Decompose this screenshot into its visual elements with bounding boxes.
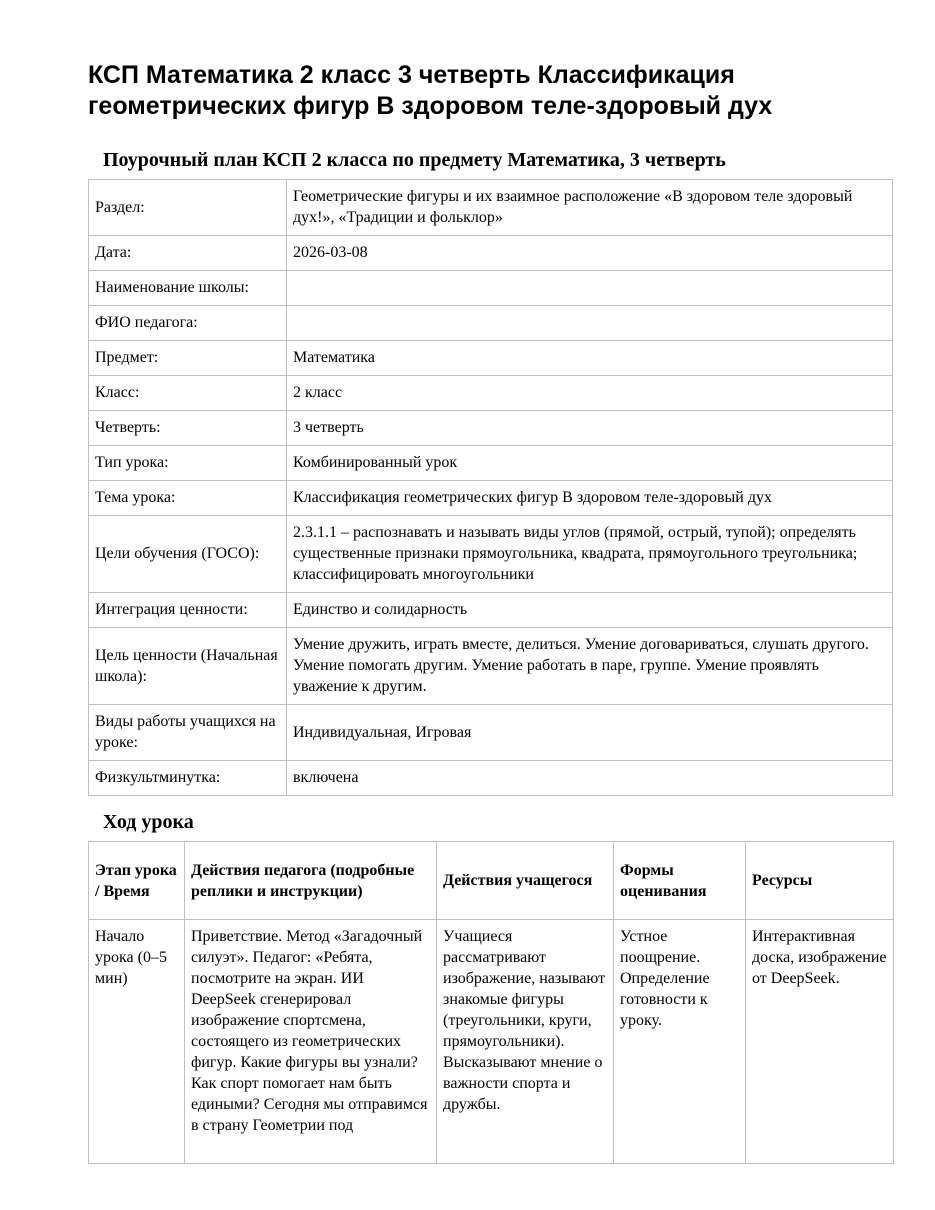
row-label: Цель ценности (Начальная школа): [89,628,287,705]
column-header-stage: Этап урока / Время [89,842,185,920]
row-label: Интеграция ценности: [89,593,287,628]
row-value: включена [287,761,893,796]
row-value: Умение дружить, играть вместе, делиться. Умение договариваться, слушать другого. Умение помогать другим. Умение работать в паре, группе. Умение проявлять уважение к другим. [287,628,893,705]
table-header-row [89,842,894,920]
row-label: Цели обучения (ГОСО): [89,516,287,593]
table-row [89,411,893,446]
column-header-student-actions: Действия учащегося [437,842,614,920]
plan-heading: Поурочный план КСП 2 класса по предмету Математика, 3 четверть [103,149,726,171]
row-value: 3 четверть [287,411,893,446]
row-value [287,306,893,341]
row-label: Наименование школы: [89,271,287,306]
table-row [89,236,893,271]
table-row [89,628,893,705]
column-header-assessment: Формы оценивания [614,842,746,920]
table-row [89,341,893,376]
resources-cell: Интерактивная доска, изображение от DeepSeek. [746,920,894,1164]
row-value: Геометрические фигуры и их взаимное расположение «В здоровом теле здоровый дух!», «Традиции и фольклор» [287,180,893,236]
table-row [89,446,893,481]
row-label: Класс: [89,376,287,411]
table-row [89,705,893,761]
row-label: Раздел: [89,180,287,236]
stage-cell: Начало урока (0–5 мин) [89,920,185,1164]
row-label: Четверть: [89,411,287,446]
lesson-info-table [88,179,893,796]
row-label: Тема урока: [89,481,287,516]
row-label: Физкультминутка: [89,761,287,796]
row-label: Предмет: [89,341,287,376]
table-row [89,761,893,796]
table-row [89,180,893,236]
row-value: 2.3.1.1 – распознавать и называть виды углов (прямой, острый, тупой); определять существенные признаки прямоугольника, квадрата, прямоугольного треугольника; классифицировать многоугольники [287,516,893,593]
teacher-actions-cell: Приветствие. Метод «Загадочный силуэт». Педагог: «Ребята, посмотрите на экран. ИИ DeepSeek сгенерировал изображение спортсмена, состоящего из геометрических фигур. Какие фигуры вы узнали? Как спорт помогает нам быть едиными? Сегодня мы отправимся в страну Геометрии под [185,920,437,1164]
column-header-teacher-actions: Действия педагога (подробные реплики и инструкции) [185,842,437,920]
row-value: Комбинированный урок [287,446,893,481]
row-value: 2026-03-08 [287,236,893,271]
assessment-cell: Устное поощрение. Определение готовности к уроку. [614,920,746,1164]
row-value: Индивидуальная, Игровая [287,705,893,761]
table-row [89,516,893,593]
row-value: Математика [287,341,893,376]
table-row [89,593,893,628]
lesson-progress-heading: Ход урока [103,811,194,833]
table-row [89,376,893,411]
student-actions-cell: Учащиеся рассматривают изображение, называют знакомые фигуры (треугольники, круги, прямоугольники). Высказывают мнение о важности спорта и дружбы. [437,920,614,1164]
table-row [89,920,894,1164]
row-label: Дата: [89,236,287,271]
row-value: Классификация геометрических фигур В здоровом теле-здоровый дух [287,481,893,516]
lesson-progress-table [88,841,894,1164]
row-value: 2 класс [287,376,893,411]
row-value [287,271,893,306]
table-row [89,481,893,516]
row-label: Виды работы учащихся на уроке: [89,705,287,761]
document-title: КСП Математика 2 класс 3 четверть Классификация геометрических фигур В здоровом теле-здоровый дух [88,61,773,120]
row-label: Тип урока: [89,446,287,481]
table-row [89,306,893,341]
row-label: ФИО педагога: [89,306,287,341]
row-value: Единство и солидарность [287,593,893,628]
table-row [89,271,893,306]
column-header-resources: Ресурсы [746,842,894,920]
